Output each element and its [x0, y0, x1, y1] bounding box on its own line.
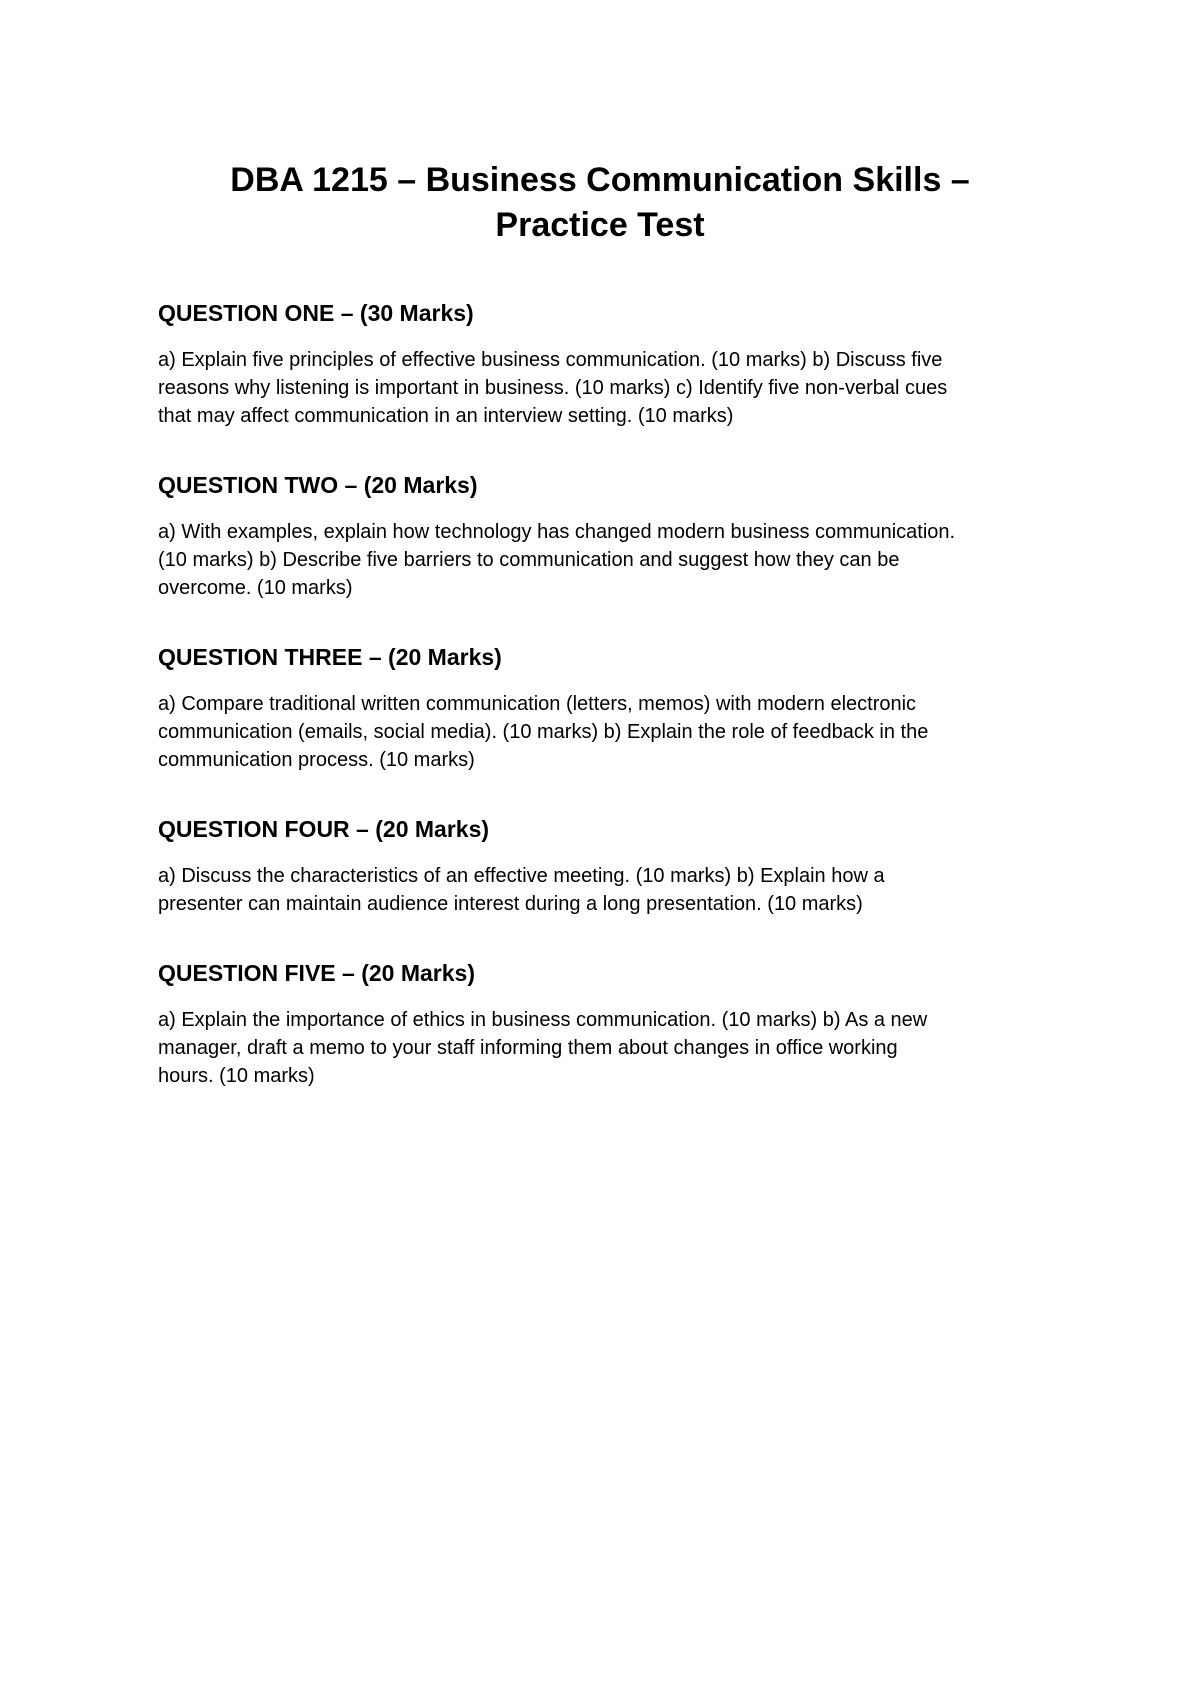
- question-five: [158, 958, 1058, 1090]
- question-heading: QUESTION TWO – (20 Marks): [158, 472, 478, 498]
- question-text-line: communication process. (10 marks): [158, 749, 475, 771]
- question-heading: QUESTION FIVE – (20 Marks): [158, 960, 475, 986]
- question-two: [158, 470, 1058, 602]
- question-text-line: a) Discuss the characteristics of an effective meeting. (10 marks) b) Explain how a: [158, 865, 885, 887]
- document-title: [0, 158, 1200, 248]
- question-one: [158, 298, 1058, 430]
- question-body: [158, 346, 1058, 430]
- question-text-line: overcome. (10 marks): [158, 577, 353, 599]
- question-text-line: a) Compare traditional written communication (letters, memos) with modern electronic: [158, 693, 917, 715]
- question-four: [158, 814, 1058, 918]
- question-text-line: communication (emails, social media). (10 marks) b) Explain the role of feedback in the: [158, 721, 929, 743]
- question-text-line: a) Explain the importance of ethics in business communication. (10 marks) b) As a new: [158, 1009, 928, 1031]
- questions-section: [158, 298, 1058, 1130]
- title-line-2: Practice Test: [495, 206, 705, 244]
- question-body: [158, 518, 1058, 602]
- question-heading: QUESTION FOUR – (20 Marks): [158, 816, 490, 842]
- question-text-line: reasons why listening is important in business. (10 marks) c) Identify five non-verbal cues: [158, 377, 948, 399]
- question-text-line: (10 marks) b) Describe five barriers to communication and suggest how they can be: [158, 549, 900, 571]
- question-text-line: that may affect communication in an interview setting. (10 marks): [158, 405, 734, 427]
- question-three: [158, 642, 1058, 774]
- title-line-1: DBA 1215 – Business Communication Skills –: [230, 161, 970, 199]
- question-text-line: a) Explain five principles of effective business communication. (10 marks) b) Discuss five: [158, 349, 943, 371]
- question-body: [158, 690, 1058, 774]
- question-text-line: a) With examples, explain how technology has changed modern business communication.: [158, 521, 956, 543]
- question-body: [158, 1006, 1058, 1090]
- question-text-line: hours. (10 marks): [158, 1065, 315, 1087]
- question-body: [158, 862, 1058, 918]
- question-heading: QUESTION THREE – (20 Marks): [158, 644, 502, 670]
- question-heading: QUESTION ONE – (30 Marks): [158, 300, 474, 326]
- question-text-line: presenter can maintain audience interest during a long presentation. (10 marks): [158, 893, 863, 915]
- question-text-line: manager, draft a memo to your staff informing them about changes in office working: [158, 1037, 898, 1059]
